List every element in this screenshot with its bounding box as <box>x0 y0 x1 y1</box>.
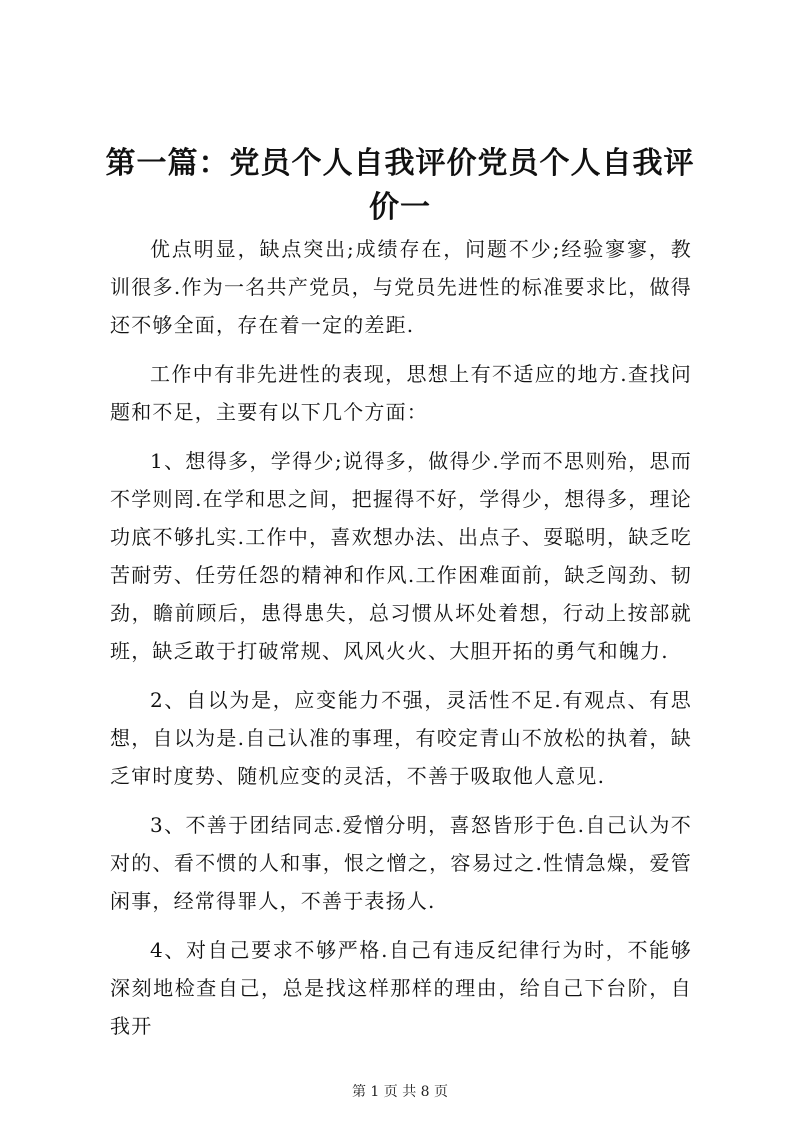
document-body <box>110 230 692 1056</box>
paragraph: 工作中有非先进性的表现，思想上有不适应的地方.查找问题和不足，主要有以下几个方面： <box>110 362 692 424</box>
paragraph: 4、对自己要求不够严格.自己有违反纪律行为时，不能够深刻地检查自己，总是找这样那样的理由，给自己下台阶，自我开 <box>110 938 692 1038</box>
page-number-footer: 第 1 页 共 8 页 <box>351 1084 449 1100</box>
paragraph: 优点明显，缺点突出;成绩存在，问题不少;经验寥寥，教训很多.作为一名共产党员，与党员先进性的标准要求比，做得还不够全面，存在着一定的差距. <box>110 237 692 337</box>
paragraph: 3、不善于团结同志.爱憎分明，喜怒皆形于色.自己认为不对的、看不惯的人和事，恨之憎之，容易过之.性情急燥，爱管闲事，经常得罪人，不善于表扬人. <box>110 813 692 913</box>
paragraph: 2、自以为是，应变能力不强，灵活性不足.有观点、有思想，自以为是.自己认准的事理，有咬定青山不放松的执着，缺乏审时度势、随机应变的灵活，不善于吸取他人意见. <box>110 688 692 788</box>
paragraph: 1、想得多，学得少;说得多，做得少.学而不思则殆，思而不学则罔.在学和思之间，把握得不好，学得少，想得多，理论功底不够扎实.工作中，喜欢想办法、出点子、耍聪明，缺乏吃苦耐劳、任劳任怨的精神和作风.工作困难面前，缺乏闯劲、韧劲，瞻前顾后，患得患失，总习惯从坏处着想，行动上按部就班，缺乏敢于打破常规、风风火火、大胆开拓的勇气和魄力. <box>110 449 692 663</box>
document-title: 第一篇：党员个人自我评价党员个人自我评价一 <box>105 146 695 225</box>
